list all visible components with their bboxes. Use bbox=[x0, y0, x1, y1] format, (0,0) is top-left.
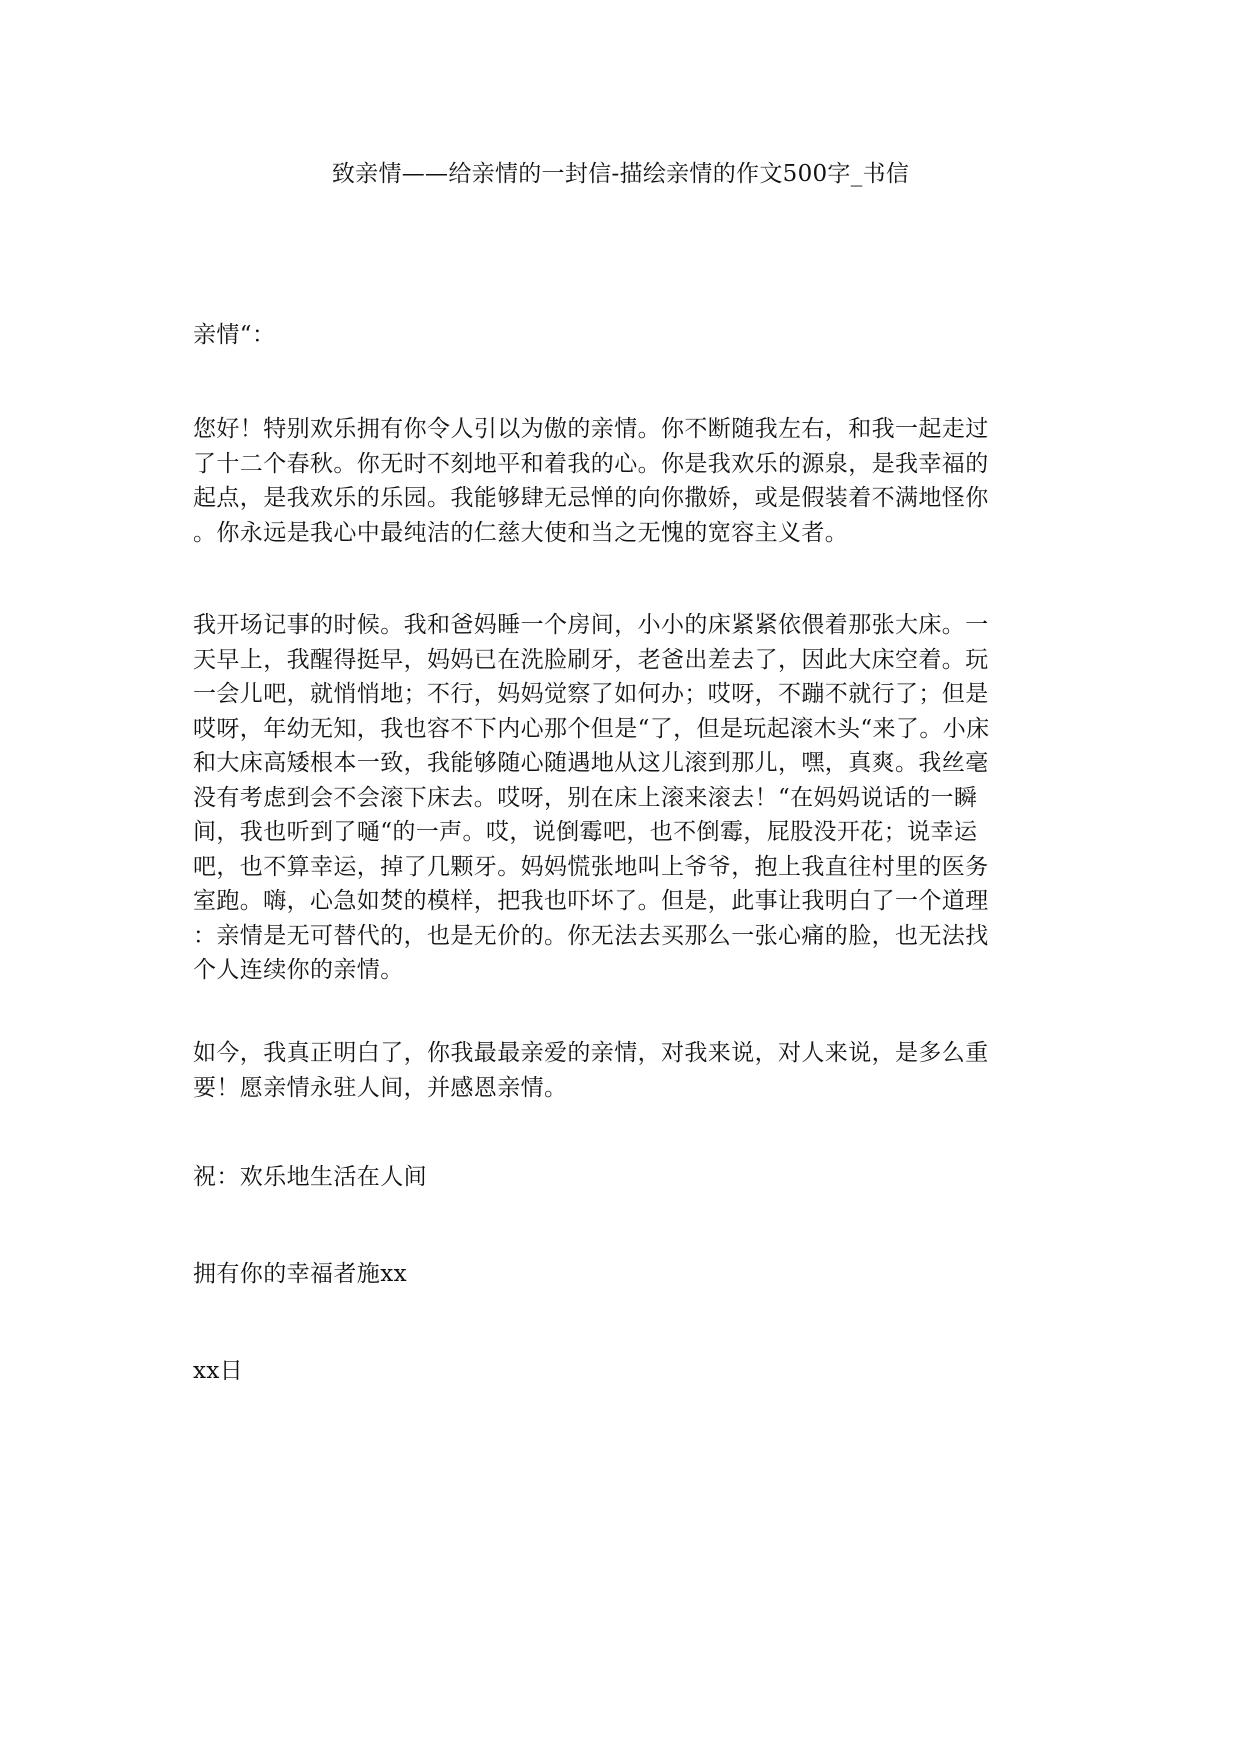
letter-closing bbox=[193, 1160, 1049, 1195]
paragraph-1-line: 了十二个春秋。你无时不刻地平和着我的心。你是我欢乐的源泉，是我幸福的 bbox=[193, 450, 989, 477]
paragraph-2-line: 室跑。嗨，心急如焚的模样，把我也吓坏了。但是，此事让我明白了一个道理 bbox=[193, 888, 989, 914]
paragraph-2-line: 个人连续你的亲情。 bbox=[193, 957, 404, 983]
date-text: xx日 bbox=[193, 1358, 244, 1384]
paragraph-2-line: ：亲情是无可替代的，也是无价的。你无法去买那么一张心痛的脸，也无法找 bbox=[193, 922, 989, 949]
paragraph-2 bbox=[193, 608, 1049, 988]
paragraph-1-line: 起点，是我欢乐的乐园。我能够肆无忌惮的向你撒娇，或是假装着不满地怪你 bbox=[193, 485, 989, 511]
signature-text: 拥有你的幸福者施xx bbox=[193, 1261, 407, 1287]
paragraph-2-line: 间，我也听到了嗵“的一声。哎，说倒霉吧，也不倒霉，屁股没开花；说幸运 bbox=[193, 819, 978, 845]
paragraph-1-line: 。你永远是我心中最纯洁的仁慈大使和当之无愧的宽容主义者。 bbox=[193, 519, 849, 546]
paragraph-2-line: 一会儿吧，就悄悄地；不行，妈妈觉察了如何办；哎呀，不蹦不就行了；但是 bbox=[193, 681, 989, 707]
salutation-text: 亲情“： bbox=[193, 322, 276, 348]
paragraph-2-line: 没有考虑到会不会滚下床去。哎呀，别在床上滚来滚去！“在妈妈说话的一瞬 bbox=[193, 784, 978, 811]
document-title: 致亲情——给亲情的一封信-描绘亲情的作文500字_书信 bbox=[331, 161, 910, 187]
paragraph-2-line: 哎呀，年幼无知，我也容不下内心那个但是“了，但是玩起滚木头“来了。小床 bbox=[193, 715, 990, 742]
letter-salutation bbox=[193, 318, 1049, 353]
paragraph-3-line: 如今，我真正明白了，你我最最亲爱的亲情，对我来说，对人来说，是多么重 bbox=[193, 1040, 989, 1066]
letter-signature bbox=[193, 1257, 1049, 1292]
paragraph-2-line: 天早上，我醒得挺早，妈妈已在洗脸刷牙，老爸出差去了，因此大床空着。玩 bbox=[193, 646, 989, 673]
paragraph-3-line: 要！愿亲情永驻人间，并感恩亲情。 bbox=[193, 1074, 568, 1101]
paragraph-2-line: 和大床高矮根本一致，我能够随心随遇地从这儿滚到那儿，嘿，真爽。我丝毫 bbox=[193, 750, 989, 776]
paragraph-1 bbox=[193, 412, 1049, 550]
paragraph-2-line: 吧，也不算幸运，掉了几颗牙。妈妈慌张地叫上爷爷，抱上我直往村里的医务 bbox=[193, 853, 989, 880]
paragraph-1-line: 您好！特别欢乐拥有你令人引以为傲的亲情。你不断随我左右，和我一起走过 bbox=[193, 416, 989, 442]
closing-text: 祝：欢乐地生活在人间 bbox=[193, 1164, 427, 1190]
letter-date bbox=[193, 1354, 1049, 1389]
paragraph-3 bbox=[193, 1036, 1049, 1105]
paragraph-2-line: 我开场记事的时候。我和爸妈睡一个房间，小小的床紧紧依偎着那张大床。一 bbox=[193, 612, 989, 638]
